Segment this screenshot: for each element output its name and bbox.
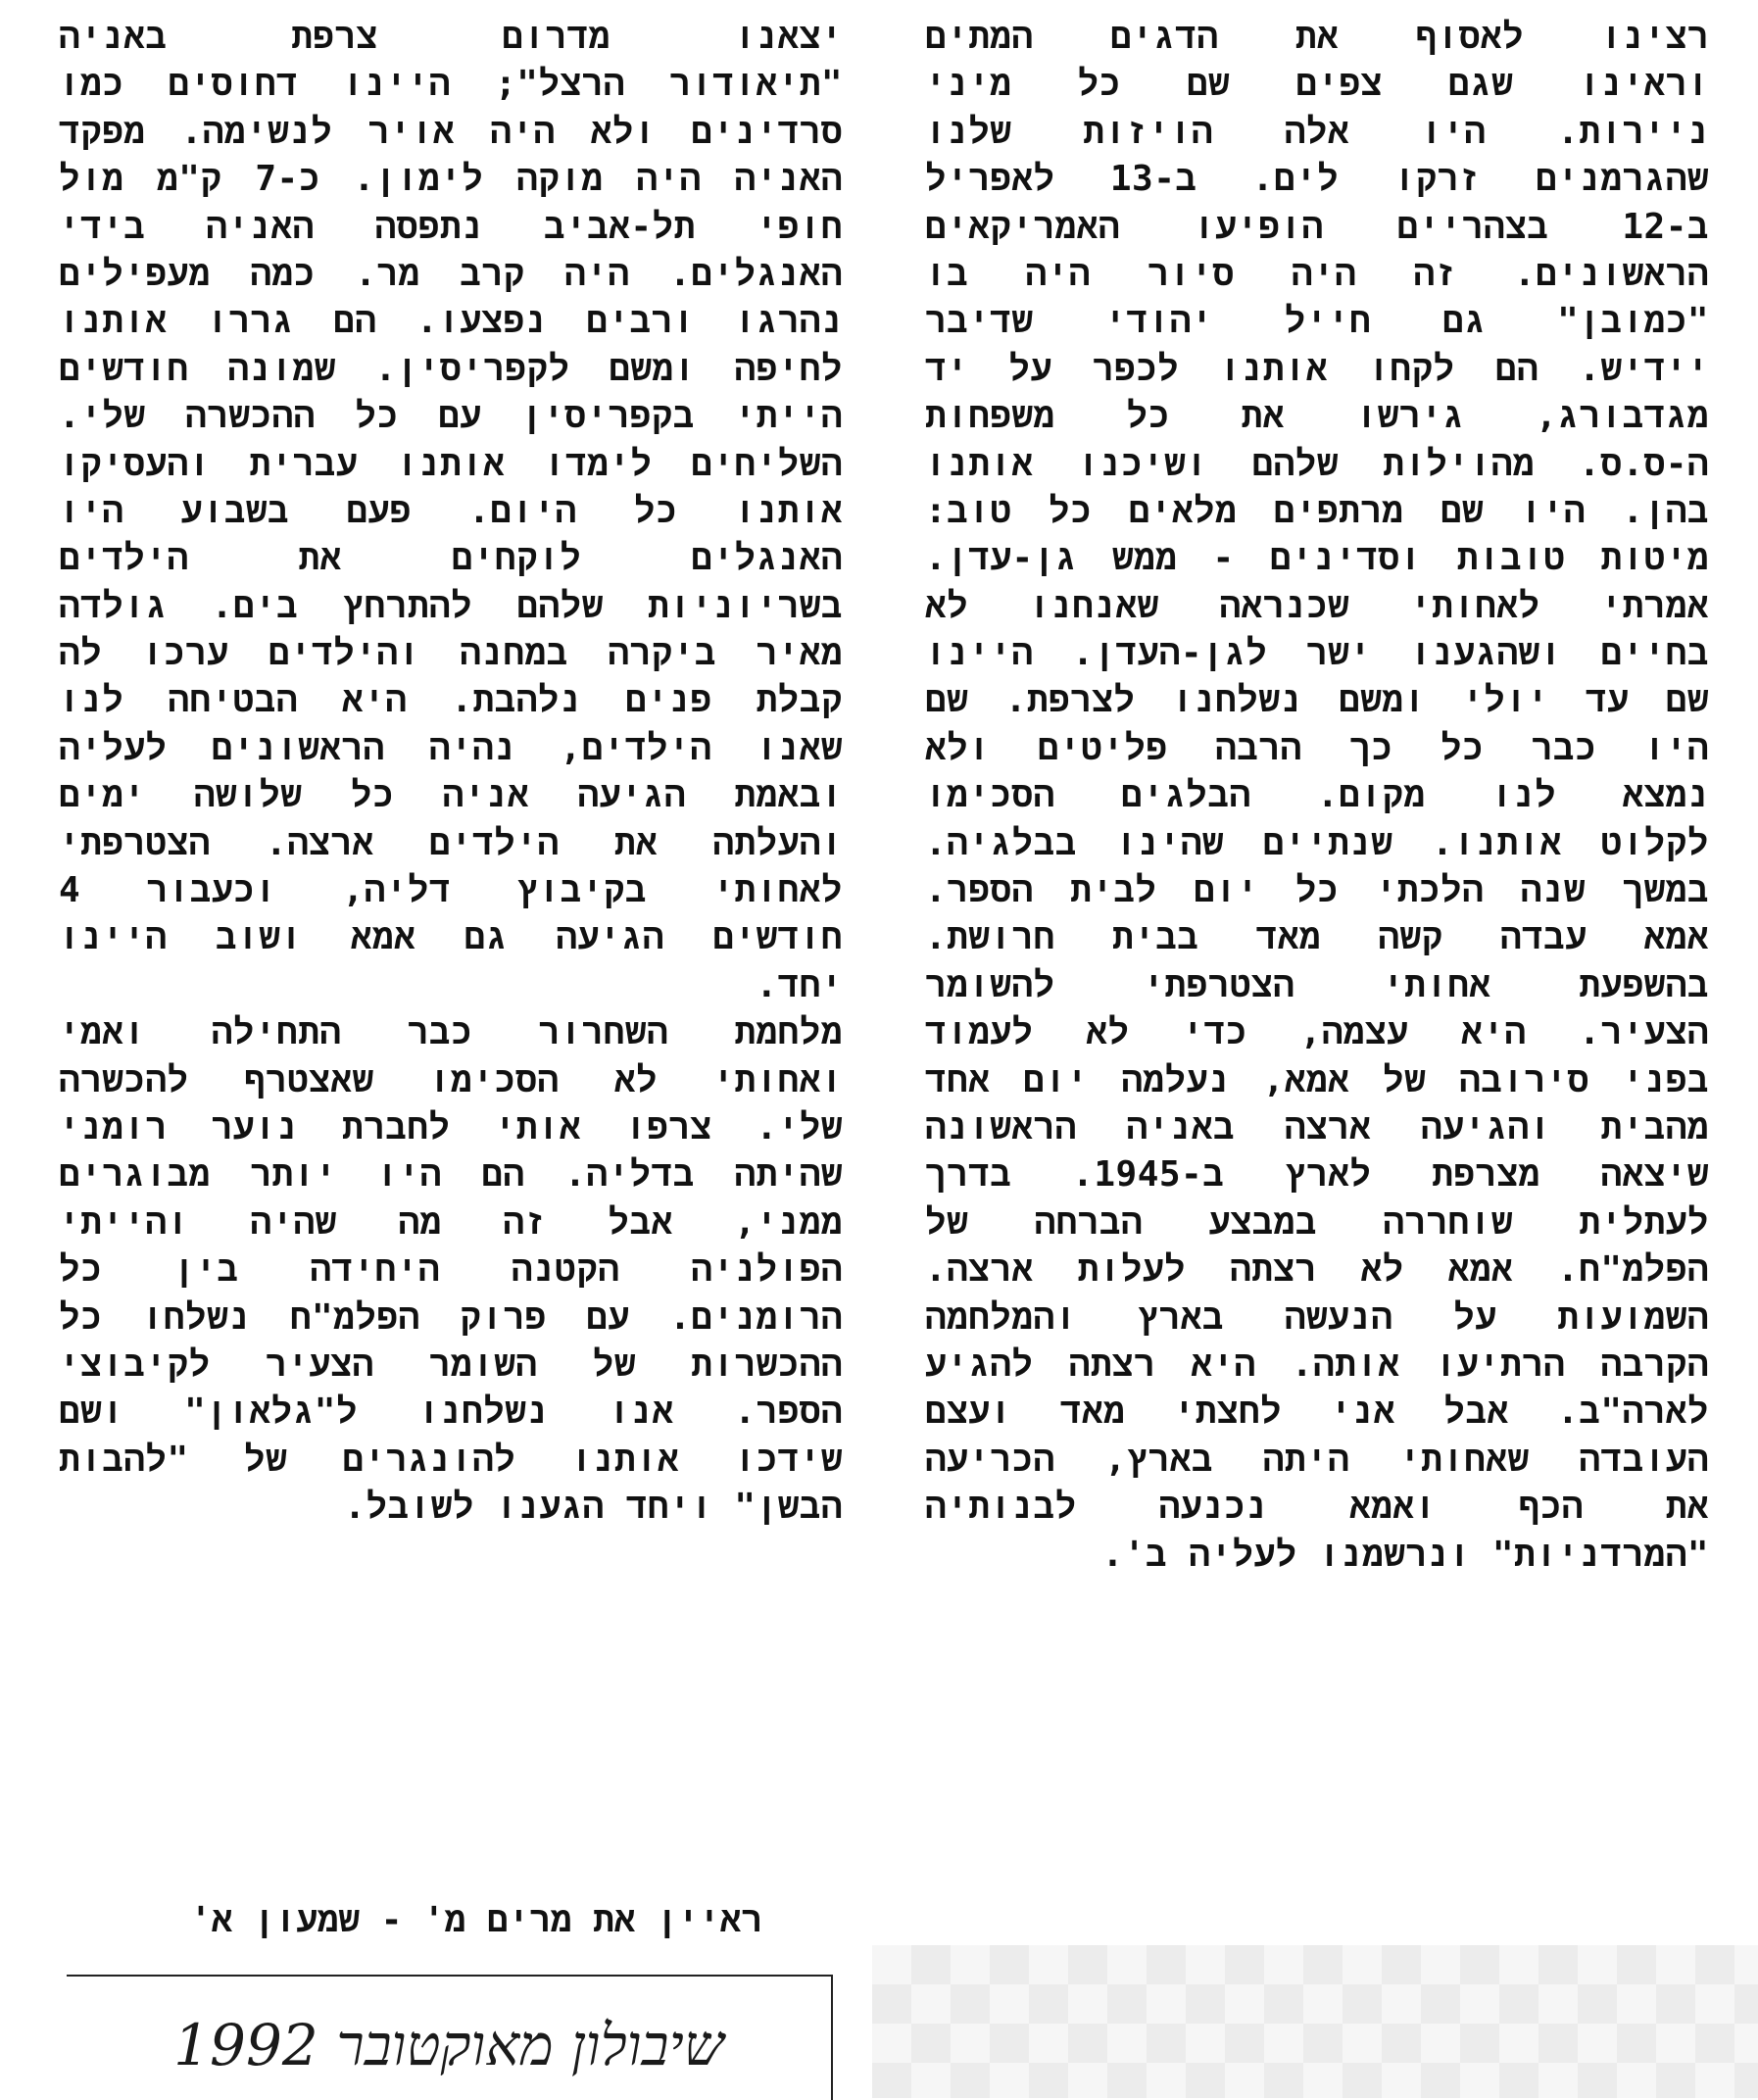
text-line: "כמובן" גם חייל יהודי שדיבר — [925, 301, 1709, 342]
text-line: השמועות על הנעשה בארץ והמלחמה — [925, 1296, 1709, 1338]
text-line: ובאמת הגיעה אניה כל שלושה ימים — [59, 775, 843, 816]
text-line: חופי תל-אביב נתפסה האניה בידי — [59, 206, 843, 247]
text-line: בפני סירובה של אמא, נעלמה יום אחד — [925, 1059, 1709, 1100]
text-line: מיטות טובות וסדינים - ממש גן-עדן. — [925, 538, 1709, 579]
text-line: מאיר ביקרה במחנה והילדים ערכו לה — [59, 633, 843, 674]
text-line: בהן. היו שם מרתפים מלאים כל טוב: — [925, 490, 1709, 531]
interview-credit: ראיין את מרים מ' - שמעון א' — [190, 1900, 762, 1940]
text-line: בחיים ושהגענו ישר לגן-העדן. היינו — [925, 633, 1709, 674]
handwritten-source-note: שיבולון מאוקטובר 1992 — [173, 2012, 724, 2078]
text-line: ממני, אבל זה מה שהיה והייתי — [59, 1201, 843, 1243]
text-line: הבשן" ויחד הגענו לשובל. — [344, 1487, 843, 1528]
text-line: בשריוניות שלהם להתרחץ בים. גולדה — [59, 585, 843, 626]
text-line: הרומנים. עם פרוק הפלמ"ח נשלחו כל — [59, 1296, 843, 1338]
handwritten-note-box — [67, 1975, 833, 2100]
text-line: הספר. אנו נשלחנו ל"גלאון" ושם — [59, 1392, 843, 1433]
text-line: מהבית והגיעה ארצה באניה הראשונה — [925, 1106, 1709, 1148]
text-line: הצעיר. היא עצמה, כדי לא לעמוד — [925, 1012, 1709, 1053]
text-line: ההכשרות של השומר הצעיר לקיבוצי — [59, 1343, 843, 1385]
text-line: השליחים לימדו אותנו עברית והעסיקו — [59, 443, 843, 484]
text-line: ואחותי לא הסכימו שאצטרף להכשרה — [59, 1059, 843, 1100]
text-line: "המרדניות" ונרשמנו לעליה ב'. — [1101, 1534, 1709, 1575]
text-line: האניה היה מוקה לימון. כ-7 ק"מ מול — [59, 159, 843, 200]
text-line: בהשפעת אחותי הצטרפתי להשומר — [925, 964, 1709, 1005]
text-line: הייתי בקפריסין עם כל ההכשרה שלי. — [59, 396, 843, 437]
text-line: נהרגו ורבים נפצעו. הם גררו אותנו — [59, 301, 843, 342]
text-line: העובדה שאחותי היתה בארץ, הכריעה — [925, 1439, 1709, 1480]
text-line: במשך שנה הלכתי כל יום לבית הספר. — [925, 870, 1709, 911]
text-line: אמא עבדה קשה מאד בבית חרושת. — [925, 917, 1709, 958]
background-pattern — [872, 1945, 1758, 2098]
text-line: מגדבורג, גירשו את כל משפחות — [925, 396, 1709, 437]
text-line: הראשונים. זה היה סיור היה בו — [925, 253, 1709, 294]
text-line: והעלתה את הילדים ארצה. הצטרפתי — [59, 822, 843, 863]
text-line: יחד. — [756, 964, 843, 1005]
text-line: וראינו שגם צפים שם כל מיני — [925, 64, 1709, 105]
text-line: לארה"ב. אבל אני לחצתי מאד ועצם — [925, 1392, 1709, 1433]
article-column-left — [59, 14, 843, 1532]
text-line: לעתלית שוחררה במבצע הברחה של — [925, 1201, 1709, 1243]
text-line: שאנו הילדים, נהיה הראשונים לעליה — [59, 727, 843, 768]
text-line: מלחמת השחרור כבר התחילה ואמי — [59, 1012, 843, 1053]
text-line: ניירות. היו אלה הויזות שלנו — [925, 111, 1709, 152]
text-line: שלי. צרפו אותי לחברת נוער רומני — [59, 1106, 843, 1148]
text-line: לחיפה ומשם לקפריסין. שמונה חודשים — [59, 348, 843, 389]
text-line: שם עד יולי ומשם נשלחנו לצרפת. שם — [925, 680, 1709, 721]
text-line: שיצאה מצרפת לארץ ב-1945. בדרך — [925, 1154, 1709, 1196]
text-line: ה-ס.ס. מהוילות שלהם ושיכנו אותנו — [925, 443, 1709, 484]
text-line: יצאנו מדרום צרפת באניה — [59, 17, 843, 57]
text-line: לאחותי בקיבוץ דליה, וכעבור 4 — [59, 870, 843, 911]
text-line: רצינו לאסוף את הדגים המתים — [925, 17, 1709, 57]
text-line: אותנו כל היום. פעם בשבוע היו — [59, 490, 843, 531]
text-line: את הכף ואמא נכנעה לבנותיה — [925, 1487, 1709, 1528]
text-line: "תיאודור הרצל"; היינו דחוסים כמו — [59, 64, 843, 105]
text-line: שהגרמנים זרקו לים. ב-13 לאפריל — [925, 159, 1709, 200]
text-line: ב-12 בצהריים הופיעו האמריקאים — [925, 206, 1709, 247]
article-column-right — [925, 14, 1709, 1579]
text-line: אמרתי לאחותי שכנראה שאנחנו לא — [925, 585, 1709, 626]
text-line: האנגלים לוקחים את הילדים — [59, 538, 843, 579]
text-line: היו כבר כל כך הרבה פליטים ולא — [925, 727, 1709, 768]
text-line: שידכו אותנו להונגרים של "להבות — [59, 1439, 843, 1480]
text-line: נמצא לנו מקום. הבלגים הסכימו — [925, 775, 1709, 816]
text-line: שהיתה בדליה. הם היו יותר מבוגרים — [59, 1154, 843, 1196]
text-line: הפולניה הקטנה היחידה בין כל — [59, 1249, 843, 1291]
text-line: לקלוט אותנו. שנתיים שהינו בבלגיה. — [925, 822, 1709, 863]
text-line: סרדינים ולא היה אויר לנשימה. מפקד — [59, 111, 843, 152]
text-line: יידיש. הם לקחו אותנו לכפר על יד — [925, 348, 1709, 389]
text-line: קבלת פנים נלהבת. היא הבטיחה לנו — [59, 680, 843, 721]
text-line: האנגלים. היה קרב מר. כמה מעפילים — [59, 253, 843, 294]
text-line: הפלמ"ח. אמא לא רצתה לעלות ארצה. — [925, 1249, 1709, 1291]
text-line: חודשים הגיעה גם אמא ושוב היינו — [59, 917, 843, 958]
text-line: הקרבה הרתיעו אותה. היא רצתה להגיע — [925, 1343, 1709, 1385]
